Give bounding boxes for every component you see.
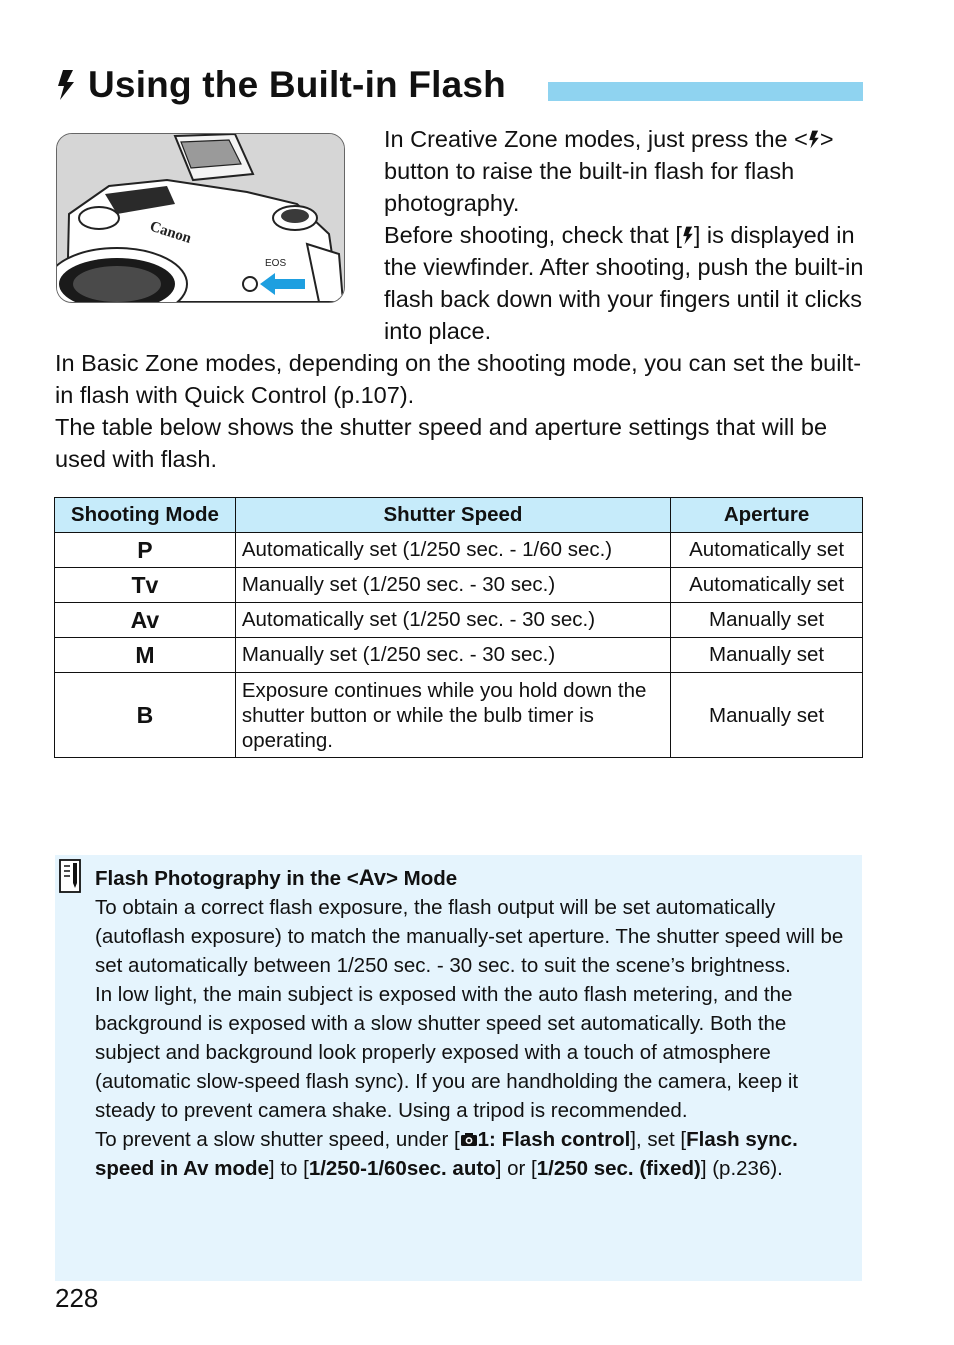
svg-text:EOS: EOS xyxy=(265,258,287,269)
page-title xyxy=(56,64,506,106)
note-text xyxy=(95,863,845,1183)
intro-paragraph-1: In Creative Zone modes, just press the < > button to raise the built-in flash for flash photography. xyxy=(384,126,834,216)
shutter-cell: Automatically set (1/250 sec. - 1/60 sec.) xyxy=(235,533,670,568)
note-title: Flash Photography in the <Av> Mode xyxy=(95,865,458,890)
note-paragraph-1: To obtain a correct flash exposure, the flash output will be set automatically (autoflash exposure) to match the manually-set aperture. The shutter speed will be set automatically between 1/250 sec. - 30 sec. to suit the scene’s brightness. xyxy=(95,896,844,977)
aperture-cell: Manually set xyxy=(671,638,863,673)
basic-paragraph-2: The table below shows the shutter speed and aperture settings that will be used with flash. xyxy=(55,414,828,472)
header-shutter-speed: Shutter Speed xyxy=(235,498,670,533)
flash-icon xyxy=(808,130,820,149)
table-row xyxy=(55,568,863,603)
camera-illustration xyxy=(56,133,345,303)
header-shooting-mode: Shooting Mode xyxy=(55,498,236,533)
aperture-cell: Manually set xyxy=(671,673,863,758)
mode-cell: M xyxy=(55,638,236,673)
aperture-cell: Manually set xyxy=(671,603,863,638)
title-accent-bar xyxy=(548,82,863,101)
table-row xyxy=(55,533,863,568)
camera-menu-icon xyxy=(460,1132,478,1147)
av-mode-symbol: Av xyxy=(358,865,386,890)
shutter-cell: Automatically set (1/250 sec. - 30 sec.) xyxy=(235,603,670,638)
shutter-cell: Manually set (1/250 sec. - 30 sec.) xyxy=(235,568,670,603)
table-row xyxy=(55,638,863,673)
flash-settings-table xyxy=(54,497,863,758)
note-box xyxy=(55,855,862,1281)
intro-paragraph-2: Before shooting, check that [ ] is displayed in the viewfinder. After shooting, push the built-in flash back down with your fingers until it clicks into place. xyxy=(384,222,864,344)
mode-cell: P xyxy=(55,533,236,568)
flash-icon xyxy=(56,69,76,101)
mode-cell: B xyxy=(55,673,236,758)
shutter-cell: Exposure continues while you hold down the shutter button or while the bulb timer is operating. xyxy=(235,673,670,758)
flash-icon xyxy=(682,226,694,245)
memo-icon xyxy=(59,859,81,893)
table-row xyxy=(55,673,863,758)
intro-text xyxy=(384,123,874,347)
mode-cell: Tv xyxy=(55,568,236,603)
note-paragraph-3: To prevent a slow shutter speed, under [ 1: Flash control], set [Flash sync. speed in Av mode] to [1/250-1/60sec. auto] or [1/250 sec. (fixed)] (p.236). xyxy=(95,1128,798,1180)
mode-cell: Av xyxy=(55,603,236,638)
note-paragraph-2: In low light, the main subject is exposed with the auto flash metering, and the background is exposed with a slow shutter speed set automatically. Both the subject and background look properly exposed with a touch of atmosphere (automatic slow-speed flash sync). If you are handholding the camera, keep it steady to prevent camera shake. Using a tripod is recommended. xyxy=(95,983,799,1122)
page-title-text: Using the Built-in Flash xyxy=(88,64,506,105)
table-row xyxy=(55,603,863,638)
page-number: 228 xyxy=(55,1283,99,1313)
header-aperture: Aperture xyxy=(671,498,863,533)
aperture-cell: Automatically set xyxy=(671,533,863,568)
shutter-cell: Manually set (1/250 sec. - 30 sec.) xyxy=(235,638,670,673)
aperture-cell: Automatically set xyxy=(671,568,863,603)
table-header-row xyxy=(55,498,863,533)
basic-zone-text xyxy=(55,347,875,475)
svg-text:Canon: Canon xyxy=(147,218,194,247)
basic-paragraph-1: In Basic Zone modes, depending on the shooting mode, you can set the built-in flash with Quick Control (p.107). xyxy=(55,350,862,408)
